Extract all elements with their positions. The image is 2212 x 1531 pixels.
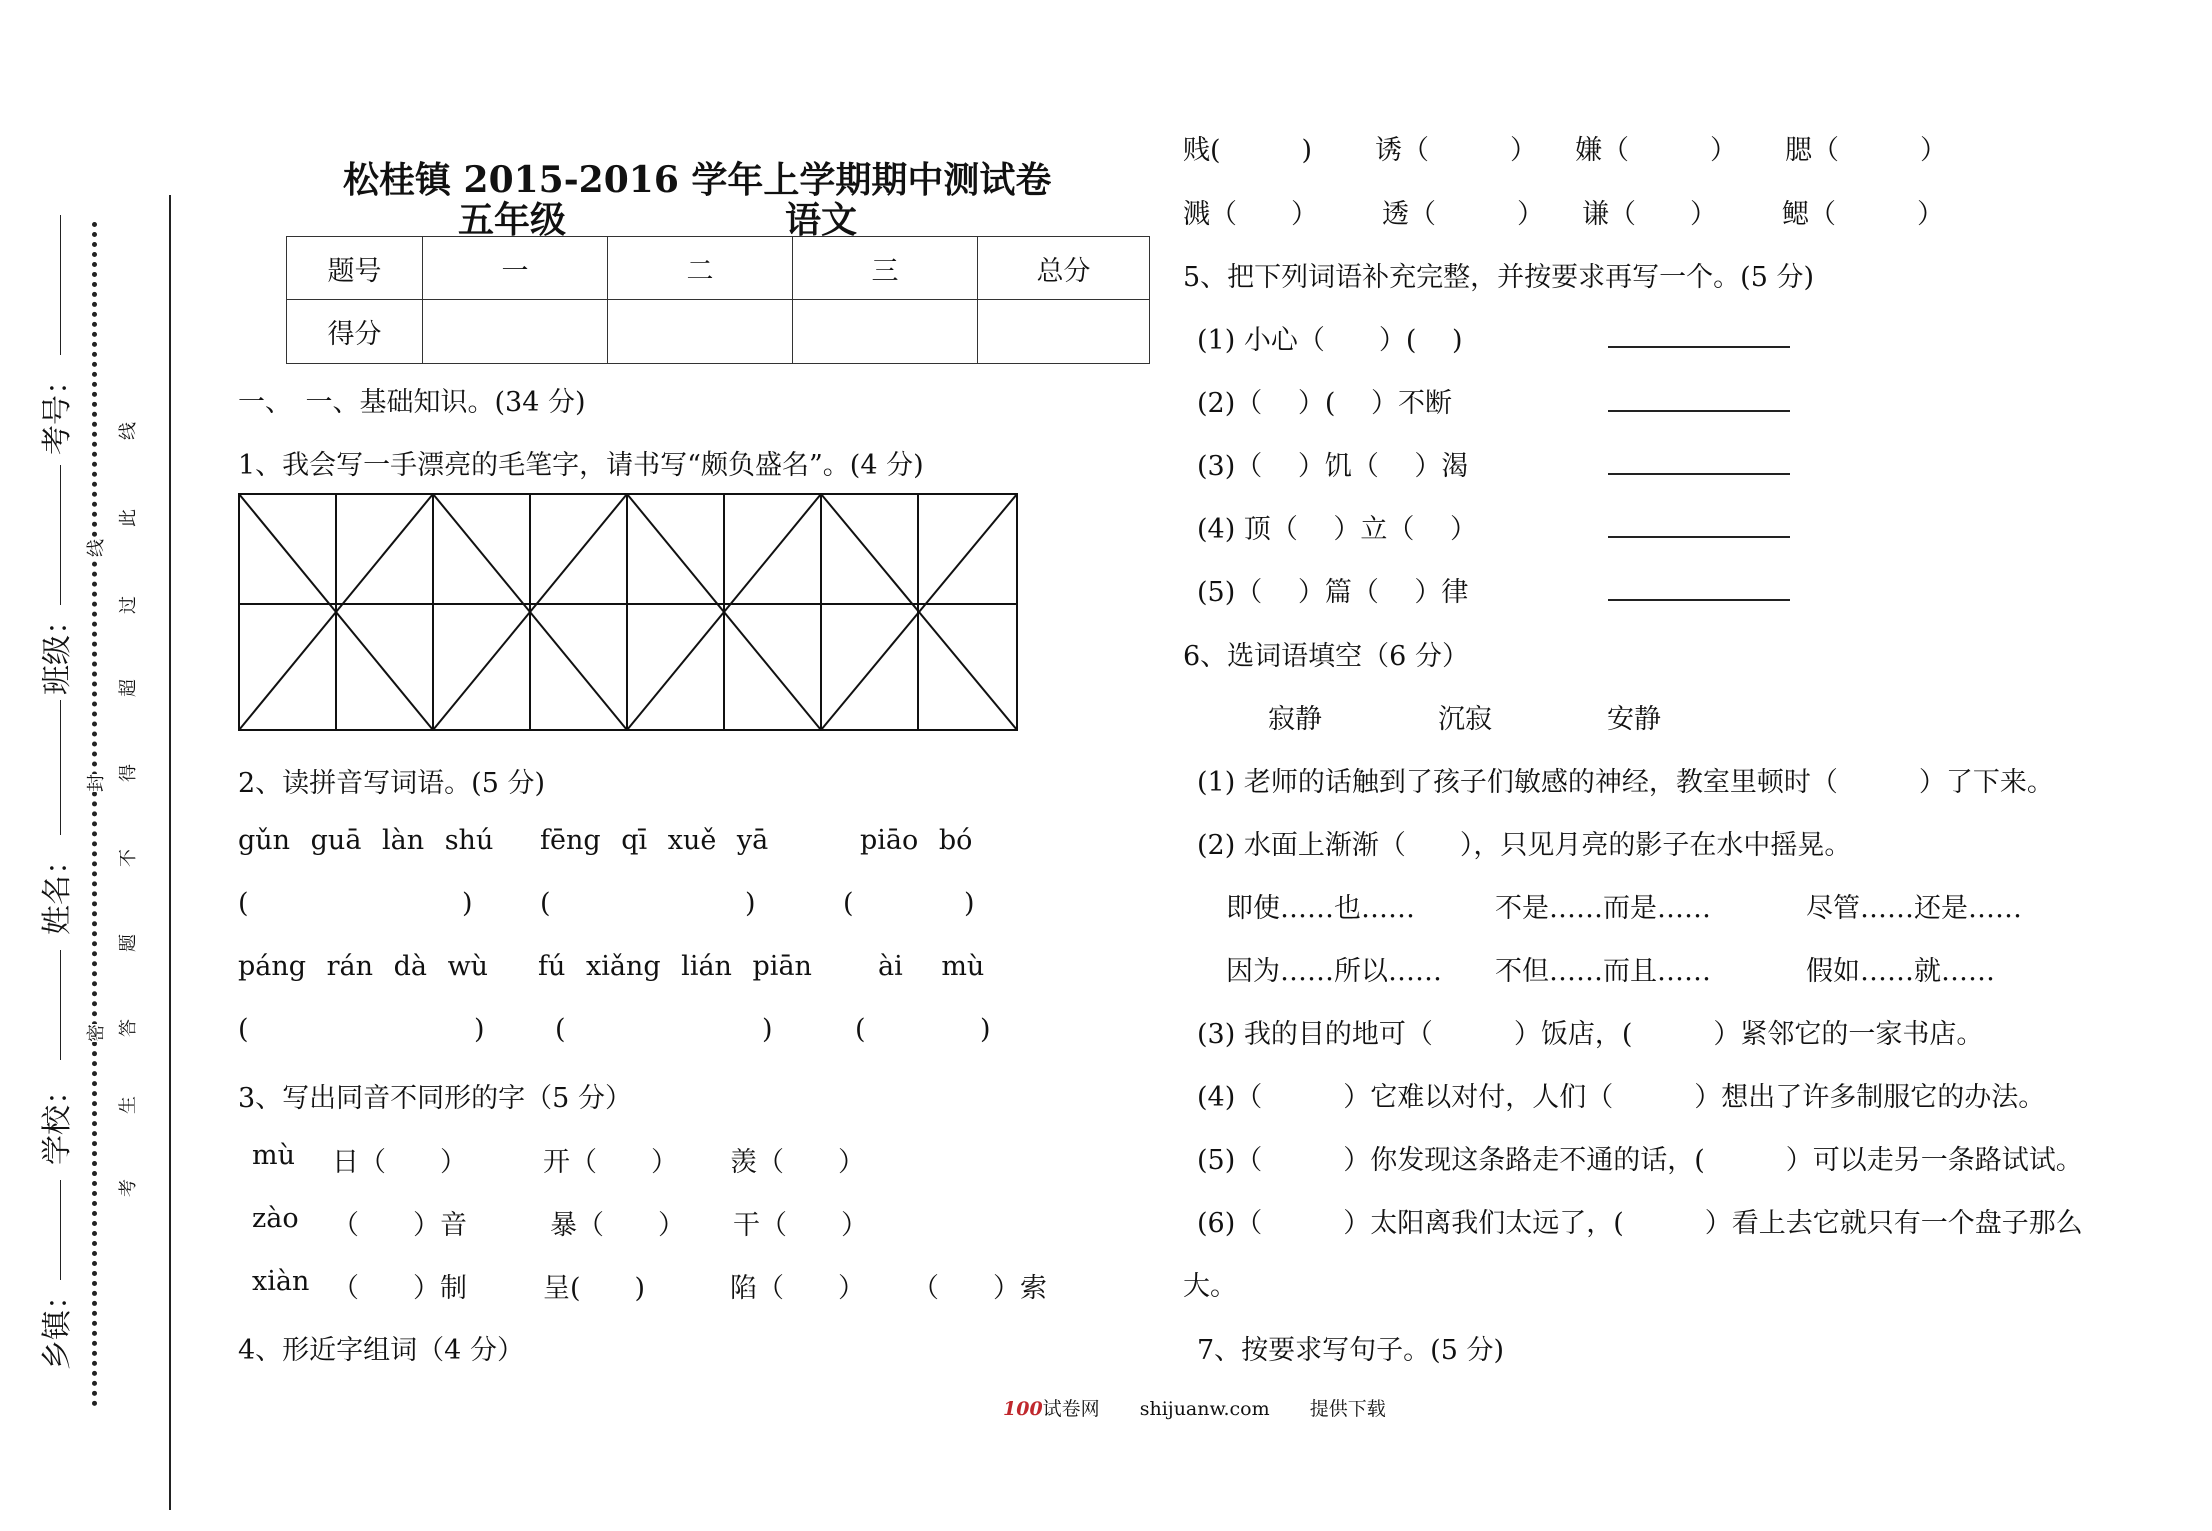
answer-paren: ( — [238, 1014, 249, 1045]
fill-blank-item: (1) 老师的话触到了孩子们敏感的神经，教室里顿时（ ）了下来。 — [1197, 767, 2054, 798]
answer-paren: ) — [762, 1014, 773, 1045]
pinyin: páng rán dà wù — [238, 951, 489, 982]
answer-line[interactable] — [1608, 473, 1790, 475]
conjunction-choice: 不是……而是…… — [1495, 893, 1711, 924]
answer-paren: ( — [540, 888, 551, 919]
conjunction-choice: 不但……而且…… — [1495, 956, 1711, 987]
footer — [1003, 1394, 1386, 1421]
answer-line[interactable] — [1608, 410, 1790, 412]
word-choice: 安静 — [1607, 704, 1661, 735]
score-cell[interactable] — [608, 300, 793, 364]
fill-blank-item: (5)（ ）你发现这条路走不通的话，( ）可以走另一条路试试。 — [1197, 1145, 2083, 1176]
answer-paren: ) — [745, 888, 756, 919]
fill-blank-item: (2) 水面上渐渐（ ），只见月亮的影子在水中摇晃。 — [1197, 830, 1852, 861]
pinyin: fēng qī xuě yā — [540, 825, 769, 856]
question-7: 7、按要求写句子。(5 分) — [1197, 1335, 1505, 1366]
answer-paren: ( — [855, 1014, 866, 1045]
homophone-pinyin: mù — [252, 1140, 295, 1171]
class-line — [60, 465, 61, 605]
word-choice: 寂静 — [1268, 704, 1322, 735]
answer-paren: ) — [964, 888, 975, 919]
score-table — [286, 236, 1150, 364]
score-table-header: 三 — [793, 237, 978, 300]
exam-number-label: 考号： — [40, 365, 75, 455]
idiom-item: (5)（ ）篇（ ）律 — [1197, 577, 1469, 608]
town-line — [60, 1180, 61, 1280]
homophone-pinyin: zào — [252, 1203, 299, 1234]
question-5: 5、把下列词语补充完整，并按要求再写一个。(5 分) — [1183, 262, 1815, 293]
page-title: 松桂镇 2015-2016 学年上学期期中测试卷 — [343, 159, 1052, 201]
site-url[interactable]: shijuanw.com — [1139, 1398, 1270, 1420]
pinyin: piāo bó — [860, 825, 973, 856]
similar-char-item: 腮（ ） — [1785, 135, 1947, 166]
similar-char-item: 鳃（ ） — [1782, 199, 1944, 230]
homophone-item: 陷（ ） — [730, 1273, 865, 1304]
similar-char-item: 谦（ ） — [1582, 199, 1717, 230]
similar-char-item: 贱( ) — [1183, 135, 1313, 166]
school-label: 学校： — [40, 1075, 75, 1165]
homophone-item: 干（ ） — [733, 1210, 868, 1241]
similar-char-item: 诱（ ） — [1375, 135, 1537, 166]
answer-line[interactable] — [1608, 599, 1790, 601]
homophone-pinyin: xiàn — [252, 1266, 310, 1297]
score-cell[interactable] — [423, 300, 608, 364]
fill-blank-item-continuation: 大。 — [1183, 1271, 1237, 1302]
score-cell[interactable] — [793, 300, 978, 364]
town-label: 乡镇： — [40, 1280, 75, 1370]
conjunction-choice: 因为……所以…… — [1226, 956, 1442, 987]
inner-seal-char: 线 — [82, 539, 108, 557]
homophone-item: 羡（ ） — [730, 1147, 865, 1178]
section-1-heading: 一、 一、基础知识。(34 分) — [238, 387, 586, 418]
question-1: 1、我会写一手漂亮的毛笔字，请书写“颇负盛名”。(4 分) — [238, 450, 924, 481]
score-table-header: 题号 — [287, 237, 423, 300]
answer-line[interactable] — [1608, 346, 1790, 348]
homophone-item: 暴（ ） — [550, 1210, 685, 1241]
seal-char: 过 — [118, 596, 139, 614]
seal-char: 得 — [118, 764, 139, 782]
idiom-item: (4) 顶（ ）立（ ） — [1197, 514, 1477, 545]
pinyin: fú xiǎng lián piān — [538, 951, 812, 982]
homophone-item: 呈( ) — [543, 1273, 646, 1304]
similar-char-item: 透（ ） — [1382, 199, 1544, 230]
fill-blank-item: (6)（ ）太阳离我们太远了，( ）看上去它就只有一个盘子那么 — [1197, 1208, 2083, 1239]
school-line — [60, 950, 61, 1060]
similar-char-item: 溅（ ） — [1183, 199, 1318, 230]
score-table-header: 一 — [423, 237, 608, 300]
homophone-item: 开（ ） — [543, 1147, 678, 1178]
seal-char: 生 — [118, 1096, 139, 1114]
question-6: 6、选词语填空（6 分） — [1183, 641, 1469, 672]
question-2: 2、读拼音写词语。(5 分) — [238, 768, 546, 799]
footer-note: 提供下载 — [1309, 1398, 1386, 1420]
answer-paren: ( — [843, 888, 854, 919]
word-choice: 沉寂 — [1438, 704, 1492, 735]
site-name: 试卷网 — [1042, 1398, 1100, 1420]
calligraphy-grid[interactable] — [238, 493, 1018, 733]
conjunction-choice: 尽管……还是…… — [1806, 893, 2022, 924]
answer-paren: ( — [238, 888, 249, 919]
answer-paren: ) — [474, 1014, 485, 1045]
conjunction-choice: 即使……也…… — [1226, 893, 1415, 924]
idiom-item: (1) 小心（ ）( ) — [1197, 325, 1463, 356]
question-4: 4、形近字组词（4 分） — [238, 1335, 524, 1366]
idiom-item: (2)（ ）( ）不断 — [1197, 388, 1452, 419]
pinyin: ài mù — [878, 951, 985, 982]
homophone-item: （ ）音 — [332, 1210, 467, 1241]
score-table-header: 二 — [608, 237, 793, 300]
grade-label: 五年级 — [458, 199, 567, 241]
exam-number-line — [60, 215, 61, 355]
score-table-header: 总分 — [978, 237, 1150, 300]
seal-char: 答 — [118, 1019, 139, 1037]
fill-blank-item: (4)（ ）它难以对付，人们（ ）想出了许多制服它的办法。 — [1197, 1082, 2046, 1113]
homophone-item: （ ）索 — [912, 1273, 1047, 1304]
pinyin: gǔn guā làn shú — [238, 825, 494, 856]
inner-seal-char: 密 — [82, 1024, 108, 1042]
conjunction-choice: 假如……就…… — [1806, 956, 1995, 987]
similar-char-item: 嫌（ ） — [1575, 135, 1737, 166]
name-line — [60, 700, 61, 835]
seal-char: 不 — [118, 849, 139, 867]
seal-dotted-line — [92, 222, 97, 1407]
class-label: 班级： — [40, 605, 75, 695]
binding-vertical-line — [169, 195, 171, 1510]
fill-blank-item: (3) 我的目的地可（ ）饭店，( ）紧邻它的一家书店。 — [1197, 1019, 1984, 1050]
seal-char: 考 — [118, 1179, 139, 1197]
seal-char: 线 — [118, 422, 139, 440]
subject-label: 语文 — [785, 199, 858, 241]
seal-char: 超 — [118, 679, 139, 697]
site-logo: 100 — [1003, 1398, 1043, 1420]
homophone-item: 日（ ） — [332, 1147, 467, 1178]
idiom-item: (3)（ ）饥（ ）渴 — [1197, 451, 1469, 482]
question-3: 3、写出同音不同形的字（5 分） — [238, 1083, 632, 1114]
inner-seal-char: 封 — [82, 774, 108, 792]
seal-char: 题 — [118, 934, 139, 952]
seal-char: 此 — [118, 509, 139, 527]
name-label: 姓名： — [40, 845, 75, 935]
score-cell[interactable] — [978, 300, 1150, 364]
answer-line[interactable] — [1608, 536, 1790, 538]
homophone-item: （ ）制 — [332, 1273, 467, 1304]
answer-paren: ) — [462, 888, 473, 919]
score-row-label: 得分 — [287, 300, 423, 364]
answer-paren: ) — [980, 1014, 991, 1045]
answer-paren: ( — [555, 1014, 566, 1045]
